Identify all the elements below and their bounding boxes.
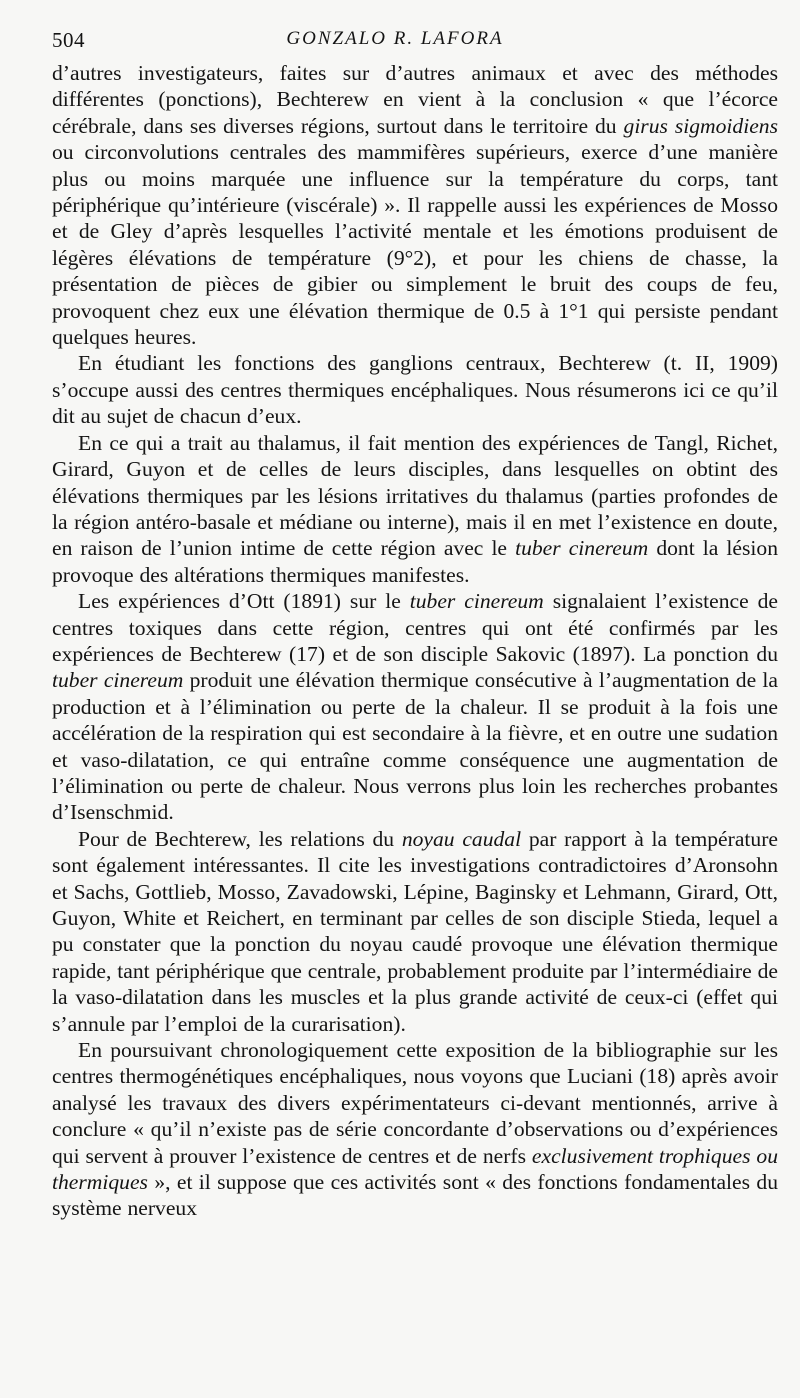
italic-term: tuber cinereum (52, 668, 184, 693)
running-head: GONZALO R. LAFORA (286, 28, 504, 49)
paragraph-p4 (52, 588, 778, 826)
italic-term: girus sigmoidiens (623, 113, 778, 138)
body-text (52, 60, 778, 1222)
text-run: produit une élévation thermique consécutive à l’augmentation de la production et à l’élimination ou perte de la chaleur. Il se produit à la fois une accélération de la respiration qui est secondaire à la fièvre, et en outre une sudation et vaso-dilatation, ce qui entraîne comme conséquence une augmentation de l’élimination ou perte de chaleur. Nous verrons plus loin les recherches probantes d’Isenschmid. (52, 668, 778, 825)
italic-term: exclusivement trophiques ou thermiques (52, 1143, 778, 1195)
text-run: Les expériences d’Ott (1891) sur le (78, 589, 410, 614)
text-run: En ce qui a trait au thalamus, il fait mention des expériences de Tangl, Richet, Girard, Guyon et de celles de leurs disciples, dans lesquelles on obtint des élévations thermiques par les lésions irritatives du thalamus (parties profondes de la région antéro-basale et médiane ou interne), mais il en met l’existence en doute, en raison de l’union intime de cette région avec le (52, 430, 778, 561)
text-run: Pour de Bechterew, les relations du (78, 826, 402, 851)
page-header (52, 20, 778, 60)
italic-term: noyau caudal (401, 826, 522, 851)
paragraph-p3 (52, 430, 778, 588)
text-run: », et il suppose que ces activités sont « des fonctions fondamentales du système nerveux (52, 1170, 778, 1221)
paragraph-p2 (52, 350, 778, 429)
italic-term: tuber cinereum (409, 589, 544, 614)
text-run: d’autres investigateurs, faites sur d’autres animaux et avec des méthodes différentes (ponctions), Bechterew en vient à la conclusion « que l’écorce cérébrale, dans ses diverses régions, surtout dans le territoire du (52, 61, 778, 138)
paragraph-p5 (52, 826, 778, 1037)
page-number: 504 (52, 28, 85, 52)
text-run: dont la lésion provoque des altérations thermiques manifestes. (52, 536, 778, 587)
text-run: En étudiant les fonctions des ganglions centraux, Bechterew (t. II, 1909) s’occupe aussi des centres thermiques encéphaliques. Nous résumerons ici ce qu’il dit au sujet de chacun d’eux. (52, 351, 778, 429)
paragraph-p6 (52, 1037, 778, 1222)
text-run: ou circonvolutions centrales des mammifères supérieurs, exerce d’une manière plus ou moins marquée une influence sur la température du corps, tant périphérique qu’intérieure (viscérale) ». Il rappelle aussi les expériences de Mosso et de Gley d’après lesquelles l’activité mentale et les émotions produisent de légères élévations de température (9°2), et pour les chiens de chasse, la présentation de pièces de gibier ou simplement le bruit des coups de feu, provoquent chez eux une élévation thermique de 0.5 à 1°1 qui persiste pendant quelques heures. (52, 140, 778, 350)
text-run: par rapport à la température sont également intéressantes. Il cite les investigations contradictoires d’Aronsohn et Sachs, Gottlieb, Mosso, Zavadowski, Lépine, Baginsky et Lehmann, Girard, Ott, Guyon, White et Reichert, en terminant par celles de son disciple Stieda, lequel a pu constater que la ponction du noyau caudé provoque une élévation thermique rapide, tant périphérique que centrale, probablement produite par l’intermédiaire de la vaso-dilatation dans les muscles et la plus grande activité de ceux-ci (effet qui s’annule par l’emploi de la curarisation). (52, 826, 778, 1036)
italic-term: tuber cinereum (515, 536, 649, 561)
paragraph-p1 (52, 60, 778, 350)
text-run: En poursuivant chronologiquement cette exposition de la bibliographie sur les centres thermogénétiques encéphaliques, nous voyons que Luciani (18) après avoir analysé les travaux des divers expérimentateurs ci-devant mentionnés, arrive à conclure « qu’il n’existe pas de série concordante d’observations ou d’expériences qui servent à prouver l’existence de centres et de nerfs (52, 1038, 778, 1168)
text-run: signalaient l’existence de centres toxiques dans cette région, centres qui ont été confirmés par les expériences de Bechterew (17) et de son disciple Sakovic (1897). La ponction du (52, 589, 778, 666)
